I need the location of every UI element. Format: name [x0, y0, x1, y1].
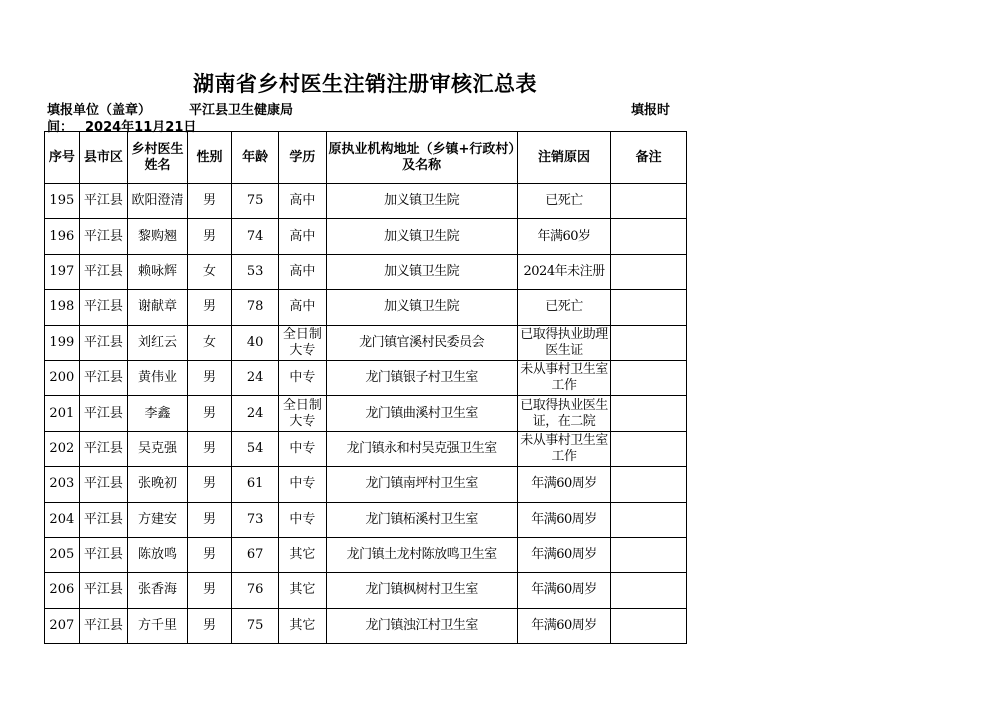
cell-county: 平江县	[79, 290, 127, 325]
cell-org: 龙门镇枫树村卫生室	[326, 573, 517, 608]
cell-county: 平江县	[79, 396, 127, 431]
cell-note	[611, 254, 687, 289]
cell-reason: 年满60周岁	[517, 608, 611, 643]
cell-org: 龙门镇土龙村陈放鸣卫生室	[326, 537, 517, 572]
cell-age: 78	[232, 290, 279, 325]
cell-county: 平江县	[79, 467, 127, 502]
table-row	[45, 290, 687, 325]
date-label-part1: 填报时	[631, 103, 671, 118]
header-col-name: 乡村医生姓名	[128, 132, 188, 184]
cell-note	[611, 502, 687, 537]
cell-org: 龙门镇银子村卫生室	[326, 360, 517, 395]
header-col-note: 备注	[611, 132, 687, 184]
cell-org: 加义镇卫生院	[326, 219, 517, 254]
cell-reason: 未从事村卫生室工作	[517, 431, 611, 466]
cell-edu: 中专	[279, 502, 326, 537]
cell-no: 205	[45, 537, 80, 572]
cell-no: 198	[45, 290, 80, 325]
table-row	[45, 360, 687, 395]
cell-edu: 中专	[279, 360, 326, 395]
table-row	[45, 396, 687, 431]
table-row	[45, 537, 687, 572]
cell-name: 刘红云	[128, 325, 188, 360]
cell-gender: 男	[187, 360, 231, 395]
cell-name: 黎购翘	[128, 219, 188, 254]
cell-age: 24	[232, 396, 279, 431]
cell-no: 196	[45, 219, 80, 254]
cell-name: 陈放鸣	[128, 537, 188, 572]
cell-gender: 男	[187, 431, 231, 466]
table-row	[45, 608, 687, 643]
cell-edu: 高中	[279, 254, 326, 289]
cell-reason: 年满60周岁	[517, 467, 611, 502]
cell-gender: 男	[187, 219, 231, 254]
cell-reason: 已死亡	[517, 290, 611, 325]
cell-no: 207	[45, 608, 80, 643]
cell-county: 平江县	[79, 360, 127, 395]
cell-org: 龙门镇曲溪村卫生室	[326, 396, 517, 431]
table-row	[45, 325, 687, 360]
cell-reason: 年满60周岁	[517, 573, 611, 608]
cell-age: 75	[232, 184, 279, 219]
table-row	[45, 184, 687, 219]
cell-org: 龙门镇永和村吴克强卫生室	[326, 431, 517, 466]
cell-county: 平江县	[79, 502, 127, 537]
table-row	[45, 573, 687, 608]
cell-gender: 男	[187, 467, 231, 502]
table-row	[45, 254, 687, 289]
cell-age: 73	[232, 502, 279, 537]
cell-no: 197	[45, 254, 80, 289]
cell-no: 204	[45, 502, 80, 537]
header-col-gender: 性别	[187, 132, 231, 184]
cell-name: 赖咏辉	[128, 254, 188, 289]
cell-edu: 高中	[279, 184, 326, 219]
cell-no: 206	[45, 573, 80, 608]
cell-age: 54	[232, 431, 279, 466]
cell-gender: 男	[187, 573, 231, 608]
cell-no: 201	[45, 396, 80, 431]
cell-edu: 其它	[279, 608, 326, 643]
cell-name: 谢献章	[128, 290, 188, 325]
cell-edu: 其它	[279, 537, 326, 572]
cell-note	[611, 290, 687, 325]
header-col-edu: 学历	[279, 132, 326, 184]
cell-reason: 未从事村卫生室工作	[517, 360, 611, 395]
cell-no: 200	[45, 360, 80, 395]
cell-org: 加义镇卫生院	[326, 254, 517, 289]
summary-table	[44, 131, 687, 644]
cell-county: 平江县	[79, 537, 127, 572]
table-row	[45, 431, 687, 466]
date-label-part2: 间：	[47, 120, 74, 135]
header-col-county: 县市区	[79, 132, 127, 184]
cell-org: 加义镇卫生院	[326, 290, 517, 325]
cell-edu: 中专	[279, 467, 326, 502]
cell-no: 195	[45, 184, 80, 219]
cell-age: 40	[232, 325, 279, 360]
unit-label: 填报单位（盖章）	[47, 103, 152, 118]
cell-edu: 中专	[279, 431, 326, 466]
table-header-row	[45, 132, 687, 184]
cell-county: 平江县	[79, 608, 127, 643]
cell-gender: 男	[187, 502, 231, 537]
cell-gender: 男	[187, 396, 231, 431]
cell-edu: 其它	[279, 573, 326, 608]
cell-org: 加义镇卫生院	[326, 184, 517, 219]
cell-note	[611, 219, 687, 254]
cell-edu: 高中	[279, 219, 326, 254]
cell-org: 龙门镇官溪村民委员会	[326, 325, 517, 360]
cell-reason: 已取得执业医生证，在二院	[517, 396, 611, 431]
cell-gender: 男	[187, 290, 231, 325]
cell-reason: 年满60岁	[517, 219, 611, 254]
cell-edu: 全日制大专	[279, 325, 326, 360]
cell-note	[611, 573, 687, 608]
cell-age: 24	[232, 360, 279, 395]
cell-age: 67	[232, 537, 279, 572]
cell-no: 203	[45, 467, 80, 502]
cell-county: 平江县	[79, 573, 127, 608]
cell-age: 74	[232, 219, 279, 254]
cell-edu: 全日制大专	[279, 396, 326, 431]
cell-age: 76	[232, 573, 279, 608]
cell-note	[611, 467, 687, 502]
cell-county: 平江县	[79, 431, 127, 466]
cell-age: 75	[232, 608, 279, 643]
cell-note	[611, 537, 687, 572]
cell-name: 张晚初	[128, 467, 188, 502]
header-col-no: 序号	[45, 132, 80, 184]
page-title: 湖南省乡村医生注销注册审核汇总表	[193, 72, 537, 96]
cell-edu: 高中	[279, 290, 326, 325]
cell-note	[611, 431, 687, 466]
cell-county: 平江县	[79, 219, 127, 254]
cell-note	[611, 396, 687, 431]
cell-note	[611, 184, 687, 219]
cell-name: 李鑫	[128, 396, 188, 431]
table-row	[45, 219, 687, 254]
cell-reason: 年满60周岁	[517, 537, 611, 572]
cell-org: 龙门镇浊江村卫生室	[326, 608, 517, 643]
cell-org: 龙门镇南坪村卫生室	[326, 467, 517, 502]
cell-name: 方千里	[128, 608, 188, 643]
cell-gender: 男	[187, 184, 231, 219]
cell-name: 方建安	[128, 502, 188, 537]
table-row	[45, 467, 687, 502]
cell-no: 199	[45, 325, 80, 360]
cell-note	[611, 325, 687, 360]
header-col-age: 年龄	[232, 132, 279, 184]
cell-note	[611, 360, 687, 395]
cell-county: 平江县	[79, 184, 127, 219]
cell-name: 欧阳澄清	[128, 184, 188, 219]
cell-gender: 女	[187, 325, 231, 360]
header-col-reason: 注销原因	[517, 132, 611, 184]
unit-value: 平江县卫生健康局	[189, 103, 294, 118]
table-body	[45, 184, 687, 644]
cell-reason: 已死亡	[517, 184, 611, 219]
cell-gender: 男	[187, 537, 231, 572]
cell-name: 张香海	[128, 573, 188, 608]
cell-gender: 女	[187, 254, 231, 289]
table-row	[45, 502, 687, 537]
header-col-org: 原执业机构地址（乡镇+行政村）及名称	[326, 132, 517, 184]
cell-no: 202	[45, 431, 80, 466]
date-value: 2024年11月21日	[85, 120, 197, 135]
cell-note	[611, 608, 687, 643]
cell-age: 61	[232, 467, 279, 502]
cell-name: 黄伟业	[128, 360, 188, 395]
cell-reason: 年满60周岁	[517, 502, 611, 537]
cell-age: 53	[232, 254, 279, 289]
cell-county: 平江县	[79, 254, 127, 289]
cell-name: 吴克强	[128, 431, 188, 466]
cell-county: 平江县	[79, 325, 127, 360]
cell-reason: 已取得执业助理医生证	[517, 325, 611, 360]
cell-reason: 2024年未注册	[517, 254, 611, 289]
cell-gender: 男	[187, 608, 231, 643]
cell-org: 龙门镇柘溪村卫生室	[326, 502, 517, 537]
